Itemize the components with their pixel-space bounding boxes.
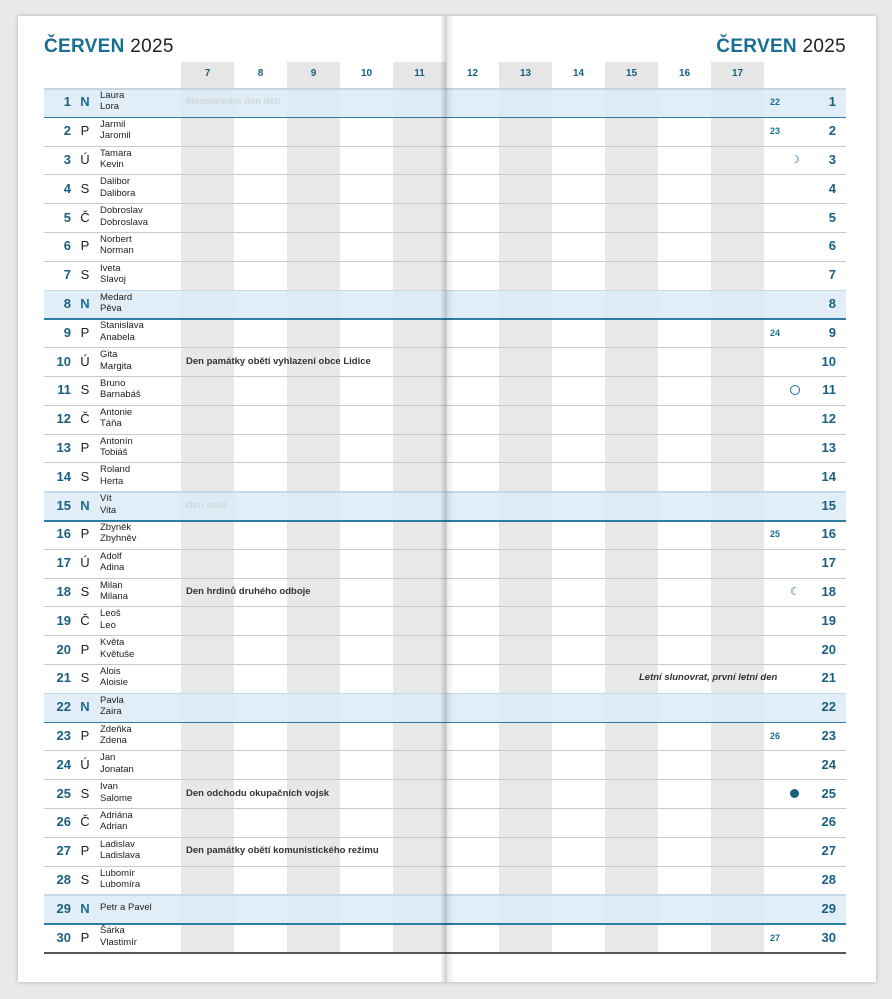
page-title-right	[716, 36, 846, 58]
name-day-line: Slavoj	[100, 274, 126, 286]
day-row[interactable]	[44, 837, 846, 866]
weekday-letter: P	[80, 440, 90, 455]
day-number-right: 9	[828, 324, 836, 340]
name-day-line: Ladislava	[100, 850, 141, 862]
weekday-letter: P	[80, 929, 90, 945]
name-day	[100, 522, 136, 545]
name-day-line: Pěva	[100, 303, 122, 314]
hour-header: 8	[257, 68, 264, 79]
weekday-letter: S	[80, 382, 90, 398]
weekday-letter: S	[80, 670, 90, 686]
day-number-right: 17	[821, 555, 836, 571]
year-label: 2025	[130, 36, 174, 57]
day-number-right: 6	[828, 238, 836, 254]
name-day	[100, 637, 134, 660]
holiday-note: Den památky obětí komunistického režimu	[186, 845, 379, 857]
hour-header: 11	[393, 62, 446, 86]
day-number: 3	[63, 152, 71, 167]
day-number-right: 8	[828, 296, 836, 311]
holiday-note: Den otců	[186, 499, 227, 511]
name-day-line: Zbyněk	[100, 521, 132, 533]
day-number: 4	[63, 180, 71, 196]
day-number-right: 15	[821, 497, 836, 513]
name-day	[100, 205, 148, 228]
hour-header: 7	[181, 62, 234, 86]
weekday-letter: Č	[80, 612, 90, 628]
day-number-right: 23	[821, 728, 836, 743]
name-day	[100, 868, 140, 891]
hour-header: 10	[360, 68, 373, 79]
name-day-line: Herta	[100, 475, 124, 487]
name-day-line: Bruno	[100, 377, 126, 389]
year-label: 2025	[802, 36, 846, 57]
name-day-line: Pavla	[100, 694, 124, 706]
day-number: 6	[63, 238, 71, 254]
name-day	[100, 436, 133, 459]
day-number-right: 18	[821, 584, 836, 599]
day-number-right: 22	[821, 699, 836, 715]
day-number: 13	[56, 440, 71, 455]
name-day	[100, 407, 132, 430]
weekday-letter: P	[80, 324, 90, 340]
weekday-letter: P	[80, 641, 90, 657]
day-number-right: 14	[821, 468, 836, 484]
day-row[interactable]	[44, 779, 846, 808]
week-number: 27	[770, 932, 781, 943]
name-day	[100, 320, 144, 343]
name-day-line: Anabela	[100, 331, 135, 343]
name-day	[100, 781, 132, 804]
day-number: 12	[56, 411, 71, 427]
weekday-letter: Ú	[80, 152, 90, 167]
name-day-line: Medard	[100, 291, 133, 303]
name-day-line: Leoš	[100, 608, 121, 620]
name-day-line: Ladislav	[100, 838, 135, 850]
day-row[interactable]	[44, 203, 846, 232]
name-day	[100, 666, 128, 689]
month-label: ČERVEN	[716, 36, 797, 57]
day-number-right: 12	[821, 411, 836, 427]
day-number-right: 7	[828, 267, 836, 283]
day-number-right: 16	[821, 526, 836, 542]
month-label: ČERVEN	[44, 36, 125, 57]
name-day-line: Šárka	[100, 925, 125, 937]
name-day-line: Roland	[100, 464, 131, 476]
day-number: 5	[63, 209, 71, 225]
day-row[interactable]	[44, 635, 846, 664]
weekday-letter: Č	[80, 814, 90, 830]
weekday-letter: Ú	[80, 756, 90, 772]
name-day	[100, 148, 132, 171]
first-quarter-icon: ☽	[790, 154, 800, 166]
day-number-right: 24	[821, 756, 836, 772]
name-day-line: Dobroslav	[100, 205, 143, 217]
name-day-line: Lubomíra	[100, 879, 141, 890]
name-day-line: Leo	[100, 619, 116, 631]
weekday-letter: S	[80, 584, 90, 599]
weekday-letter: N	[80, 296, 90, 311]
day-row[interactable]	[44, 376, 846, 405]
day-number: 25	[56, 785, 71, 801]
day-number-right: 29	[821, 900, 836, 916]
name-day-line: Tobiáš	[100, 447, 128, 458]
weekday-letter: S	[80, 180, 90, 196]
name-day-line: Adina	[100, 562, 125, 574]
name-day-line: Salome	[100, 792, 133, 804]
holiday-note: Den hrdinů druhého odboje	[186, 586, 311, 597]
name-day-line: Laura	[100, 89, 125, 101]
weekday-letter: Ú	[80, 353, 90, 369]
day-number-right: 5	[828, 209, 836, 225]
name-day	[100, 695, 124, 718]
day-number-right: 26	[821, 814, 836, 830]
day-row[interactable]	[44, 722, 846, 751]
day-row[interactable]	[44, 405, 846, 434]
name-day	[100, 119, 131, 142]
name-day	[100, 551, 124, 574]
name-day-line: Adolf	[100, 550, 122, 562]
day-number: 24	[56, 756, 71, 772]
day-row[interactable]	[44, 174, 846, 203]
name-day-line: Stanislava	[100, 320, 144, 332]
name-day-line: Lubomír	[100, 867, 135, 879]
day-row[interactable]	[44, 808, 846, 837]
name-day-line: Táňa	[100, 418, 122, 430]
day-number-right: 25	[821, 785, 836, 801]
weekday-letter: Ú	[80, 555, 90, 571]
name-day-line: Petr a Pavel	[100, 902, 152, 914]
week-number: 22	[770, 97, 781, 108]
day-row[interactable]	[44, 866, 846, 895]
day-row[interactable]	[44, 894, 846, 923]
name-day-line: Norman	[100, 245, 134, 257]
day-number: 10	[56, 353, 71, 369]
day-number: 8	[63, 296, 71, 311]
name-day-line: Jarmil	[100, 118, 126, 130]
day-number-right: 30	[821, 929, 836, 945]
day-row[interactable]	[44, 693, 846, 722]
name-day-line: Norbert	[100, 233, 132, 245]
day-number: 21	[56, 670, 71, 686]
day-row[interactable]	[44, 750, 846, 779]
day-number-right: 27	[821, 843, 836, 859]
weekday-letter: S	[80, 267, 90, 283]
day-number: 7	[63, 267, 71, 283]
day-row[interactable]	[44, 606, 846, 635]
weekday-letter: Č	[80, 209, 90, 225]
name-day-line: Barnabáš	[100, 389, 141, 401]
name-day-line: Lora	[100, 101, 120, 113]
weekday-letter: Č	[80, 411, 90, 427]
name-day-line: Zaira	[100, 706, 122, 718]
day-row[interactable]	[44, 923, 846, 952]
name-day-line: Jonatan	[100, 763, 134, 775]
day-row[interactable]	[44, 491, 846, 520]
name-day	[100, 580, 128, 603]
weekday-letter: P	[80, 843, 90, 859]
holiday-note: Den odchodu okupačních vojsk	[186, 787, 330, 799]
day-row[interactable]	[44, 261, 846, 290]
name-day	[100, 902, 152, 914]
name-day-line: Antonie	[100, 406, 133, 418]
weekday-letter: S	[80, 468, 90, 484]
weekday-letter: P	[80, 728, 90, 743]
day-number: 11	[57, 382, 71, 398]
week-number: 25	[770, 529, 781, 540]
day-row[interactable]	[44, 520, 846, 549]
name-day-line: Alois	[100, 665, 121, 677]
day-number: 9	[63, 324, 71, 340]
name-day-line: Květuše	[100, 648, 135, 660]
name-day	[100, 724, 132, 747]
day-number: 29	[56, 900, 71, 916]
day-row[interactable]	[44, 549, 846, 578]
day-row[interactable]	[44, 318, 846, 347]
day-row[interactable]	[44, 146, 846, 175]
name-day-line: Antonín	[100, 435, 133, 447]
day-number-right: 20	[821, 641, 836, 657]
hour-header: 13	[499, 62, 552, 86]
holiday-note: Den památky obětí vyhlazení obce Lidice	[186, 355, 371, 367]
day-row[interactable]	[44, 347, 846, 376]
day-number: 30	[56, 929, 71, 945]
name-day-line: Jaromil	[100, 130, 131, 142]
day-number: 15	[56, 497, 71, 513]
name-day-line: Zdeňka	[100, 723, 132, 735]
name-day	[100, 349, 132, 372]
name-day	[100, 608, 121, 631]
weekday-letter: N	[80, 497, 90, 513]
name-day-line: Vlastimír	[100, 936, 137, 948]
name-day-line: Adrian	[100, 821, 128, 833]
name-day-line: Vita	[100, 504, 117, 516]
name-day-line: Kevin	[100, 159, 124, 170]
name-day	[100, 925, 137, 948]
hour-header: 16	[678, 68, 691, 79]
day-number-right: 11	[822, 382, 836, 398]
name-day	[100, 464, 130, 487]
name-day-line: Adriána	[100, 809, 133, 821]
day-row[interactable]	[44, 117, 846, 146]
day-number-right: 10	[821, 353, 836, 369]
day-number-right: 19	[821, 612, 836, 628]
weekday-letter: N	[80, 900, 90, 916]
hour-header: 12	[466, 68, 479, 79]
day-row[interactable]	[44, 434, 846, 463]
day-number-right: 28	[821, 872, 836, 887]
day-number: 27	[56, 843, 71, 859]
holiday-note: Letní slunovrat, první letní den	[639, 672, 778, 684]
hour-header: 14	[572, 68, 585, 79]
name-day-line: Jan	[100, 752, 116, 764]
name-day-line: Dalibora	[100, 187, 136, 199]
name-day-line: Milan	[100, 579, 123, 591]
day-number: 26	[56, 814, 71, 830]
day-row[interactable]	[44, 578, 846, 607]
week-number: 24	[770, 327, 781, 338]
day-number-right: 4	[828, 180, 836, 196]
hour-header: 17	[711, 62, 764, 86]
day-number: 16	[56, 526, 71, 542]
last-quarter-icon: ☾	[790, 586, 800, 598]
hour-header: 15	[605, 62, 658, 86]
name-day	[100, 263, 126, 286]
weekday-letter: S	[80, 872, 90, 887]
name-day	[100, 493, 116, 516]
name-day-line: Tamara	[100, 147, 132, 159]
name-day-line: Zdena	[100, 735, 127, 746]
day-number-right: 2	[828, 123, 836, 139]
weekday-letter: P	[80, 526, 90, 542]
holiday-note: Mezinárodní den dětí	[186, 96, 281, 108]
name-day-line: Květa	[100, 637, 125, 649]
name-day-line: Vít	[100, 493, 112, 505]
day-number: 19	[56, 612, 71, 628]
name-day-line: Margita	[100, 360, 132, 372]
name-day-line: Milana	[100, 591, 128, 602]
day-number-right: 1	[828, 94, 836, 110]
name-day-line: Iveta	[100, 262, 121, 274]
day-row[interactable]	[44, 290, 846, 319]
name-day-line: Gita	[100, 349, 118, 361]
day-row[interactable]	[44, 232, 846, 261]
name-day-line: Zbyhněv	[100, 533, 137, 545]
day-number: 22	[56, 699, 71, 715]
weekday-letter: N	[80, 699, 90, 715]
day-number-right: 13	[821, 440, 836, 455]
name-day-line: Aloisie	[100, 677, 128, 689]
day-number: 17	[56, 555, 71, 571]
page-title-left	[44, 36, 174, 58]
day-row[interactable]	[44, 462, 846, 491]
day-number: 20	[56, 641, 71, 657]
week-number: 23	[770, 126, 781, 137]
name-day	[100, 176, 135, 199]
name-day-line: Ivan	[100, 781, 118, 793]
day-number: 1	[63, 94, 71, 110]
weekday-letter: S	[80, 785, 90, 801]
name-day	[100, 839, 140, 862]
day-row[interactable]	[44, 88, 846, 117]
row-divider	[44, 952, 846, 954]
weekday-letter: P	[80, 123, 90, 139]
day-number: 18	[56, 584, 71, 599]
week-number: 26	[770, 731, 781, 741]
weekday-letter: N	[80, 94, 90, 110]
name-day	[100, 292, 132, 315]
day-number: 2	[63, 123, 71, 139]
name-day	[100, 234, 134, 257]
name-day	[100, 90, 124, 113]
day-number-right: 3	[828, 152, 836, 167]
name-day	[100, 810, 133, 833]
name-day	[100, 378, 141, 401]
day-number: 14	[56, 468, 71, 484]
weekday-letter: P	[80, 238, 90, 254]
name-day	[100, 752, 134, 775]
day-number: 28	[56, 872, 71, 887]
day-number: 23	[56, 728, 71, 743]
day-number-right: 21	[821, 670, 836, 686]
name-day-line: Dalibor	[100, 176, 131, 188]
name-day-line: Dobroslava	[100, 216, 149, 228]
hour-header: 9	[287, 62, 340, 86]
